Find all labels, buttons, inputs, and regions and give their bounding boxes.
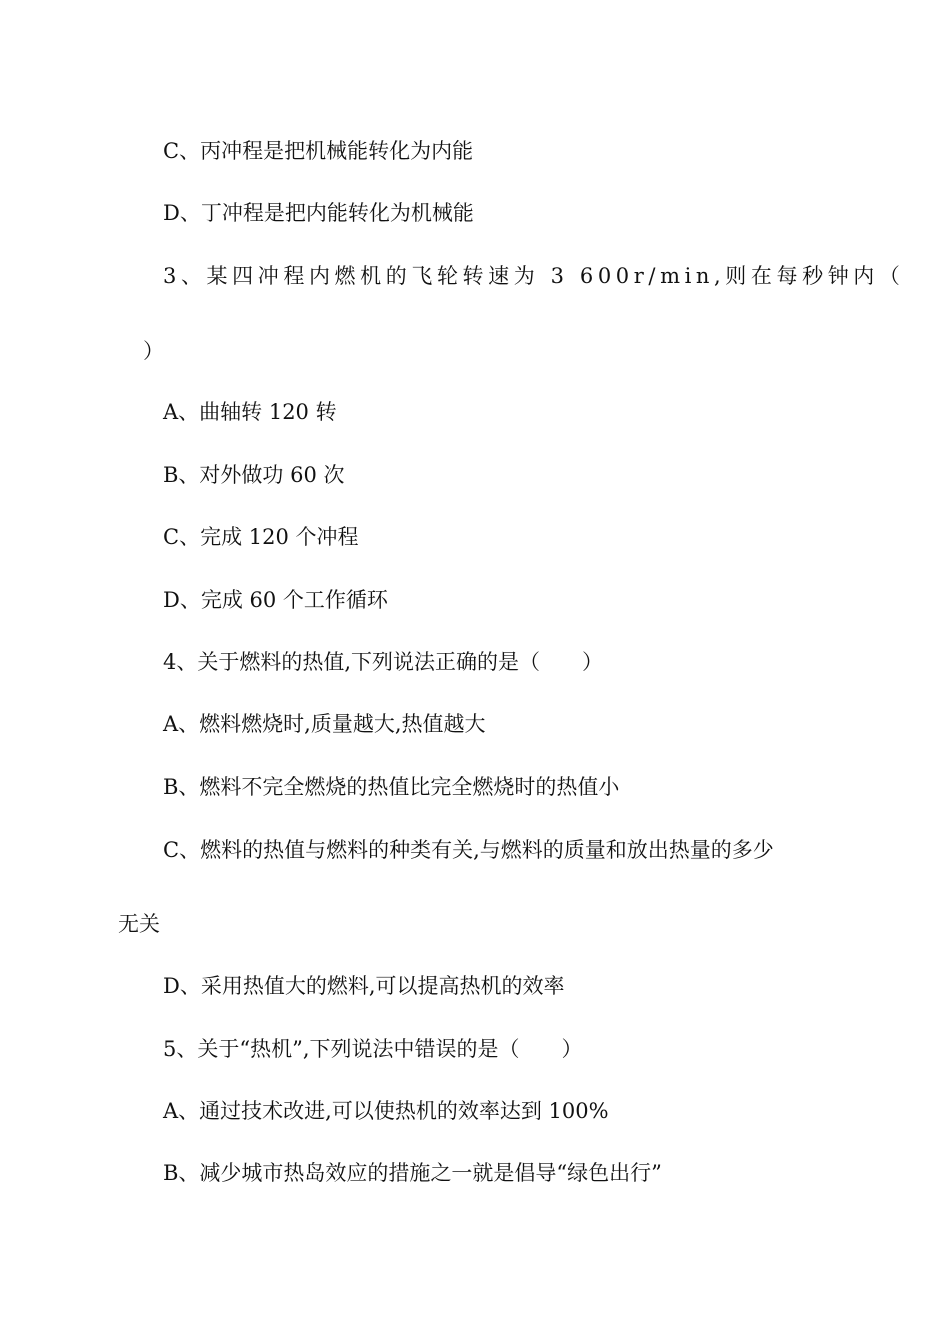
option-3d: D、丁冲程是把内能转化为机械能 (163, 201, 474, 225)
question-3: 3、某四冲程内燃机的飞轮转速为 3 600r/min,则在每秒钟内（ (163, 264, 905, 288)
option-4c-continuation: 无关 (118, 912, 160, 936)
option-4d: D、采用热值大的燃料,可以提高热机的效率 (163, 974, 565, 998)
option-d-1: D、完成 60 个工作循环 (163, 588, 388, 612)
question-4: 4、关于燃料的热值,下列说法正确的是（ ） (163, 650, 604, 674)
question-5: 5、关于“热机”,下列说法中错误的是（ ） (163, 1037, 583, 1061)
question-3-continuation: ） (143, 339, 164, 363)
option-4c: C、燃料的热值与燃料的种类有关,与燃料的质量和放出热量的多少 (163, 838, 774, 862)
option-4b: B、燃料不完全燃烧的热值比完全燃烧时的热值小 (163, 775, 620, 799)
option-b-1: B、对外做功 60 次 (163, 463, 345, 487)
option-5a: A、通过技术改进,可以使热机的效率达到 100% (163, 1099, 609, 1123)
option-a-1: A、曲轴转 120 转 (163, 400, 337, 424)
option-4a: A、燃料燃烧时,质量越大,热值越大 (163, 712, 486, 736)
option-c-1: C、完成 120 个冲程 (163, 525, 359, 549)
option-3c: C、丙冲程是把机械能转化为内能 (163, 139, 474, 163)
option-5b: B、减少城市热岛效应的措施之一就是倡导“绿色出行” (163, 1161, 662, 1185)
